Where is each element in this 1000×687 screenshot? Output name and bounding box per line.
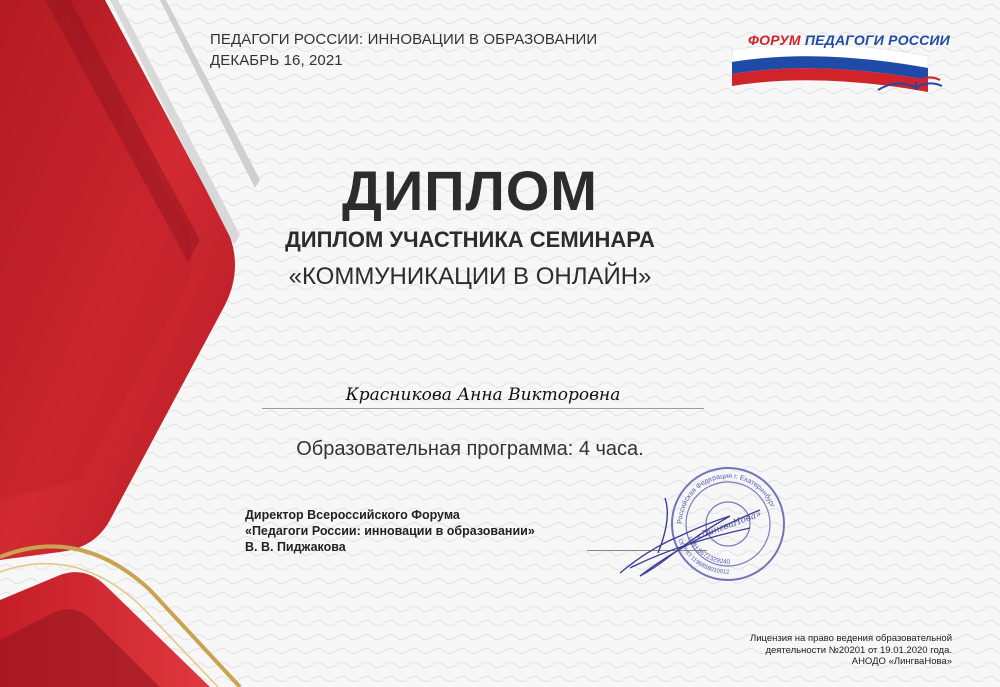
signatory-name: В. В. Пиджакова: [245, 540, 346, 554]
program-hours: Образовательная программа: 4 часа.: [296, 438, 644, 460]
signatory-forum: «Педагоги России: инновации в образовании»: [245, 524, 535, 538]
seminar-name: «КОММУНИКАЦИИ В ОНЛАЙН»: [288, 263, 652, 290]
event-date: ДЕКАБРЬ 16, 2021: [210, 52, 343, 69]
seal-center-text: [694, 509, 763, 542]
seal-inn-text: ИНН 6672329240: [686, 535, 731, 566]
organization-seal: [610, 458, 790, 588]
license-line-2: деятельности №20201 от 19.01.2020 года.: [765, 644, 952, 656]
forum-logo: [728, 28, 958, 98]
seal-outer-text: Российская Федерация г. Екатеринбург: [676, 472, 776, 525]
recipient-name: Красникова Анна Викторовна: [345, 385, 621, 405]
svg-text:«ЛингваНова»: «ЛингваНова»: [694, 509, 763, 543]
license-info: [750, 633, 952, 668]
event-title: ПЕДАГОГИ РОССИИ: ИННОВАЦИИ В ОБРАЗОВАНИИ: [210, 31, 598, 48]
logo-text-blue: ПЕДАГОГИ РОССИИ: [804, 32, 950, 48]
license-line-3: АНОДО «ЛингваНова»: [851, 656, 952, 667]
name-underline: [262, 408, 704, 409]
diploma-title: ДИПЛОМ: [342, 159, 598, 222]
stamp-icon: [610, 458, 790, 588]
seal-ogrn-text: ОГРНП 1196658010012: [676, 538, 730, 576]
signatory-position: Директор Всероссийского Форума: [245, 508, 460, 522]
logo-text-red: ФОРУМ: [748, 32, 801, 48]
signatory-block: [245, 507, 535, 555]
license-line-1: Лицензия на право ведения образовательной: [749, 633, 952, 644]
diploma-subtitle: ДИПЛОМ УЧАСТНИКА СЕМИНАРА: [285, 227, 655, 252]
logo-text: [748, 32, 950, 48]
